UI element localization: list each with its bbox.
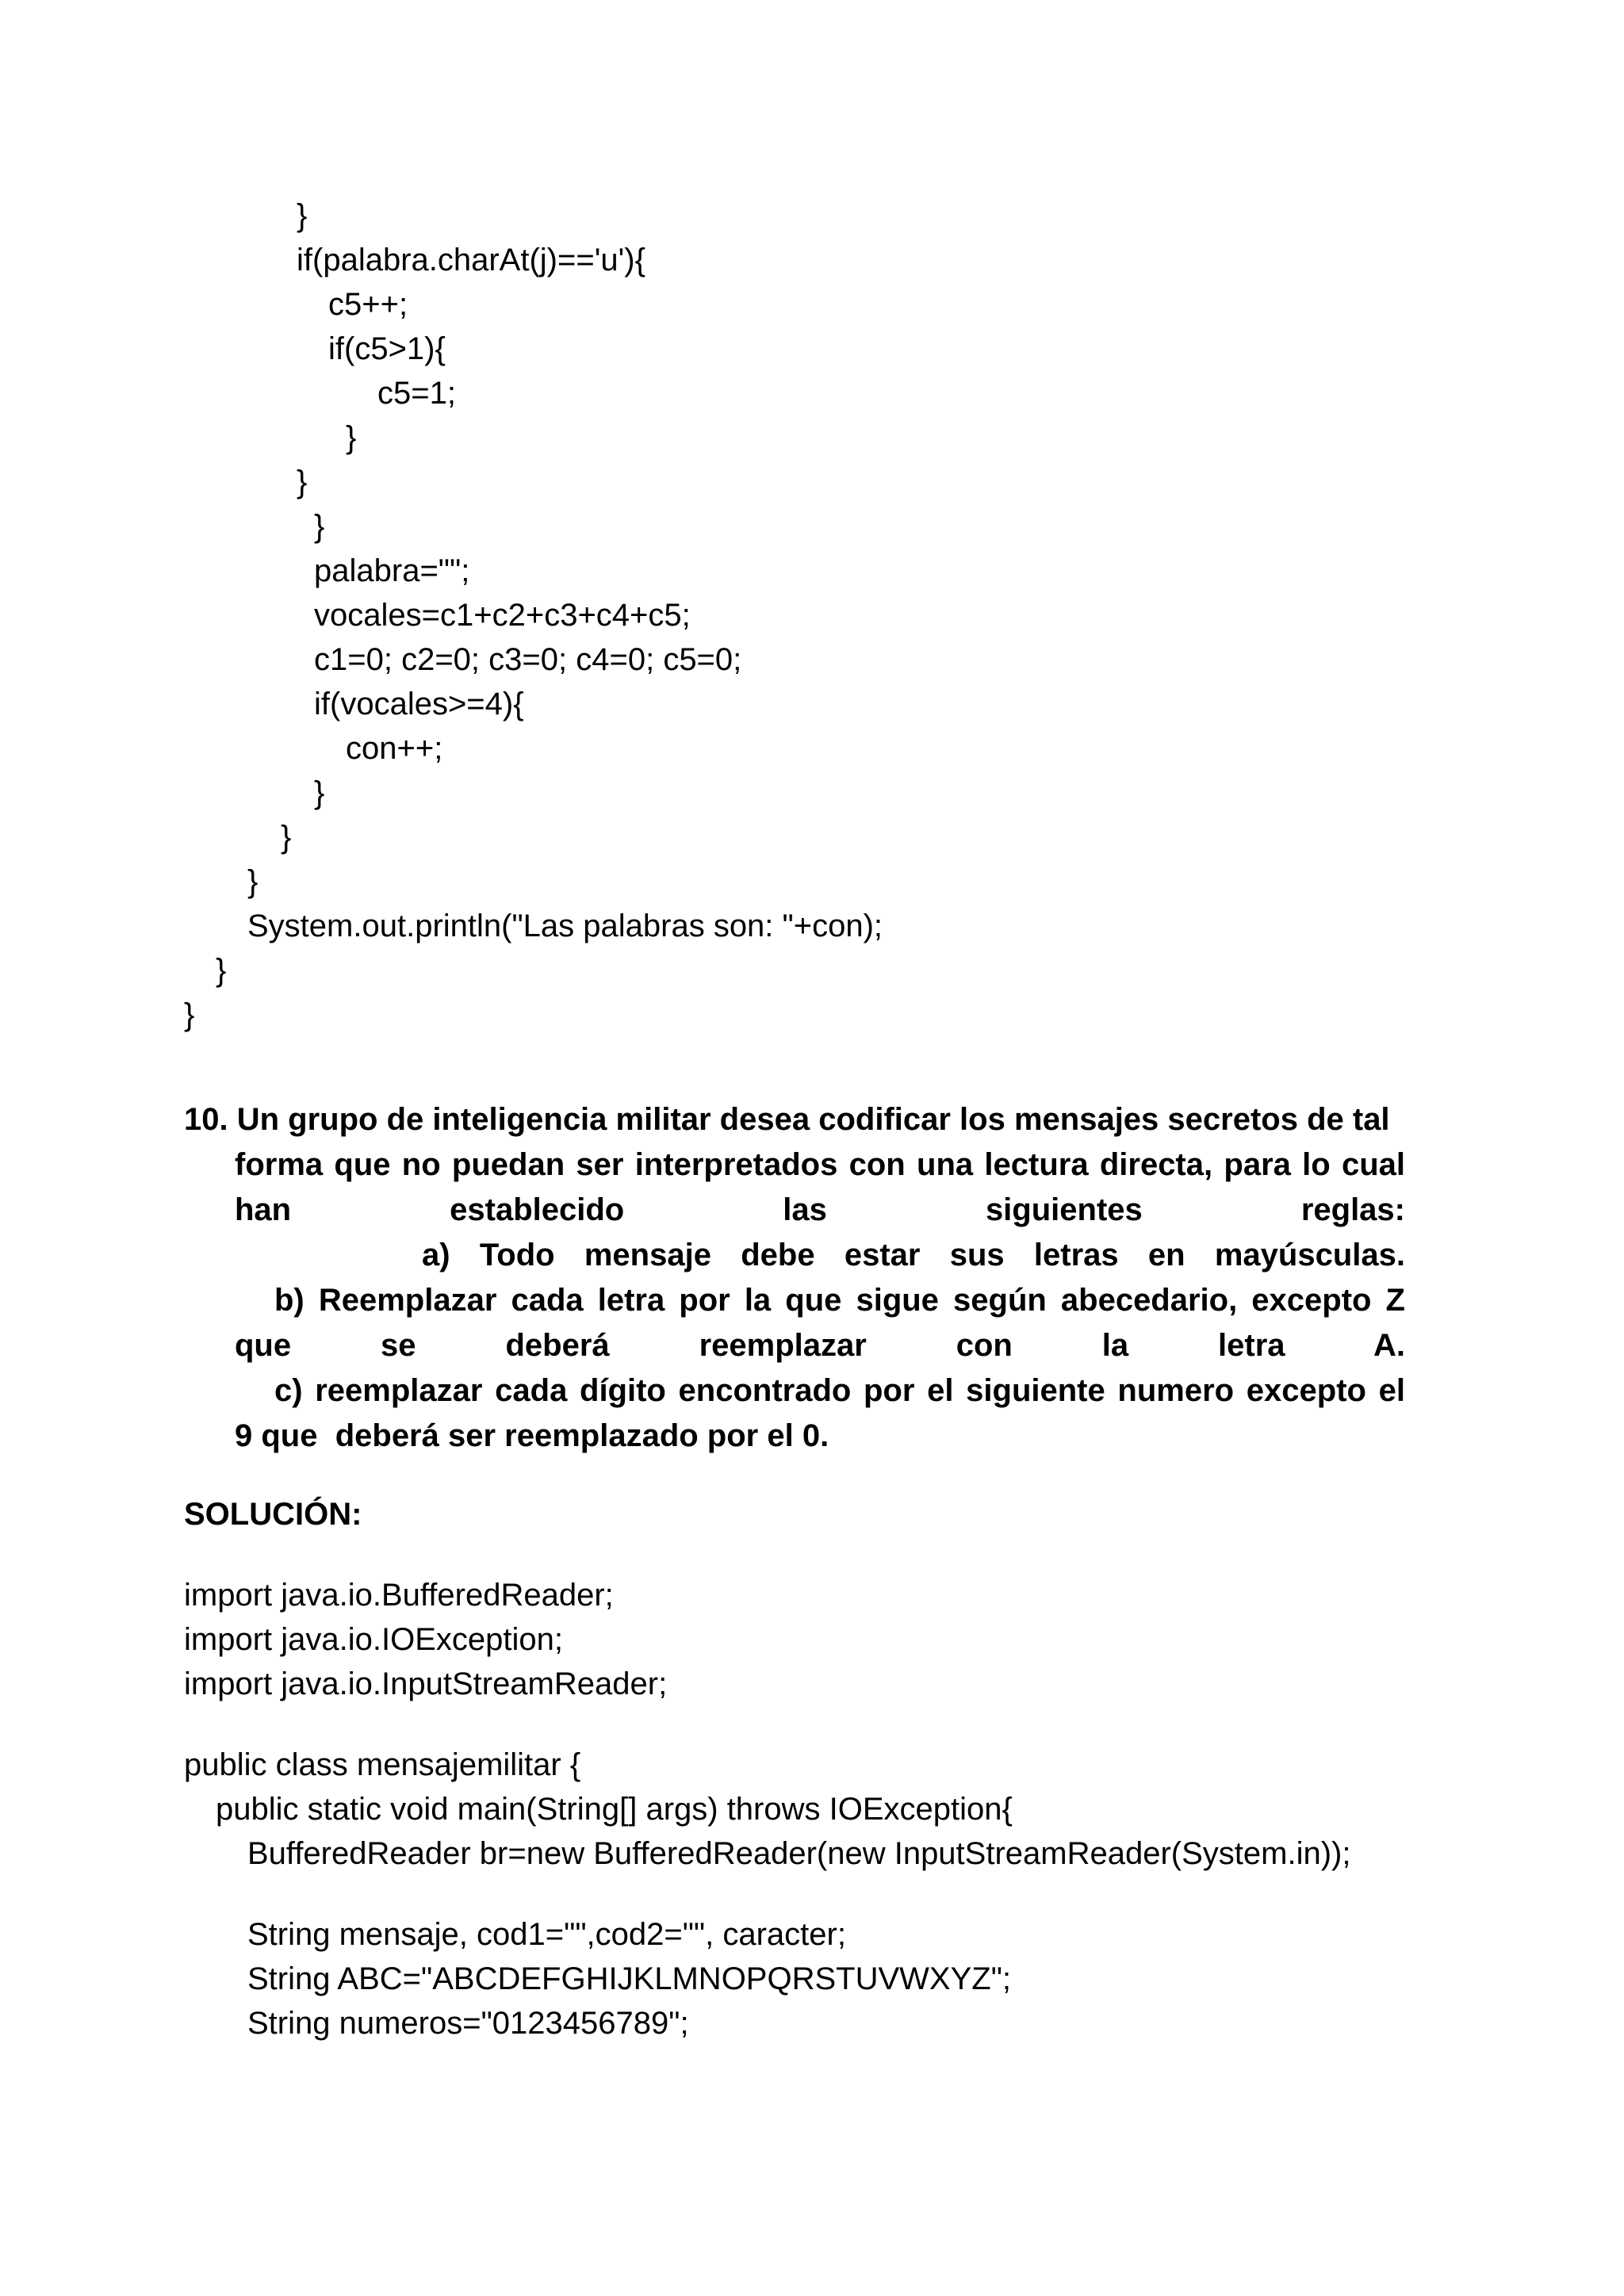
code-line: String mensaje, cod1="",cod2="", caracter;	[247, 1917, 846, 1952]
code-line: }	[297, 198, 308, 233]
import-line: import java.io.InputStreamReader;	[184, 1667, 668, 1701]
rule-c-continued: 9 que deberá ser reemplazado por el 0.	[235, 1418, 829, 1453]
code-line: }	[297, 465, 308, 499]
code-line: vocales=c1+c2+c3+c4+c5;	[314, 598, 691, 633]
code-line: }	[247, 864, 259, 899]
problem-line: forma que no puedan ser interpretados con una lectura directa, para lo cual	[235, 1147, 1405, 1182]
code-line: public static void main(String[] args) throws IOException{	[216, 1792, 1013, 1827]
code-line: }	[216, 953, 227, 988]
code-line: String numeros="0123456789";	[247, 2006, 689, 2041]
code-line: }	[346, 420, 357, 455]
rule-c: c) reemplazar cada dígito encontrado por el siguiente numero excepto el	[274, 1373, 1405, 1408]
code-line: }	[184, 997, 195, 1032]
code-line: if(vocales>=4){	[314, 687, 524, 721]
problem-statement	[184, 1097, 1405, 1459]
code-line: }	[281, 820, 292, 855]
code-line: palabra="";	[314, 553, 470, 588]
code-line: c5=1;	[377, 376, 456, 411]
rule-b-continued: que se deberá reemplazar con la letra A.	[235, 1328, 1405, 1363]
code-line: String ABC="ABCDEFGHIJKLMNOPQRSTUVWXYZ";	[247, 1961, 1012, 1996]
solution-heading: SOLUCIÓN:	[184, 1497, 362, 1532]
code-line: c1=0; c2=0; c3=0; c4=0; c5=0;	[314, 642, 742, 677]
code-line: con++;	[346, 731, 443, 766]
import-line: import java.io.IOException;	[184, 1622, 563, 1657]
code-line: System.out.println("Las palabras son: "+con);	[247, 909, 883, 943]
code-line: BufferedReader br=new BufferedReader(new InputStreamReader(System.in));	[247, 1836, 1351, 1871]
import-line: import java.io.BufferedReader;	[184, 1578, 614, 1613]
code-line: if(palabra.charAt(j)=='u'){	[297, 243, 645, 277]
rule-a: a) Todo mensaje debe estar sus letras en mayúsculas.	[422, 1238, 1405, 1272]
rule-b: b) Reemplazar cada letra por la que sigue según abecedario, excepto Z	[274, 1283, 1405, 1318]
code-line: }	[314, 775, 325, 810]
code-line: if(c5>1){	[328, 331, 446, 366]
code-line: public class mensajemilitar {	[184, 1747, 581, 1782]
problem-line: 10. Un grupo de inteligencia militar desea codificar los mensajes secretos de tal	[184, 1102, 1390, 1137]
code-line: c5++;	[328, 287, 408, 322]
code-line: }	[314, 509, 325, 544]
problem-line: han establecido las siguientes reglas:	[235, 1192, 1405, 1227]
